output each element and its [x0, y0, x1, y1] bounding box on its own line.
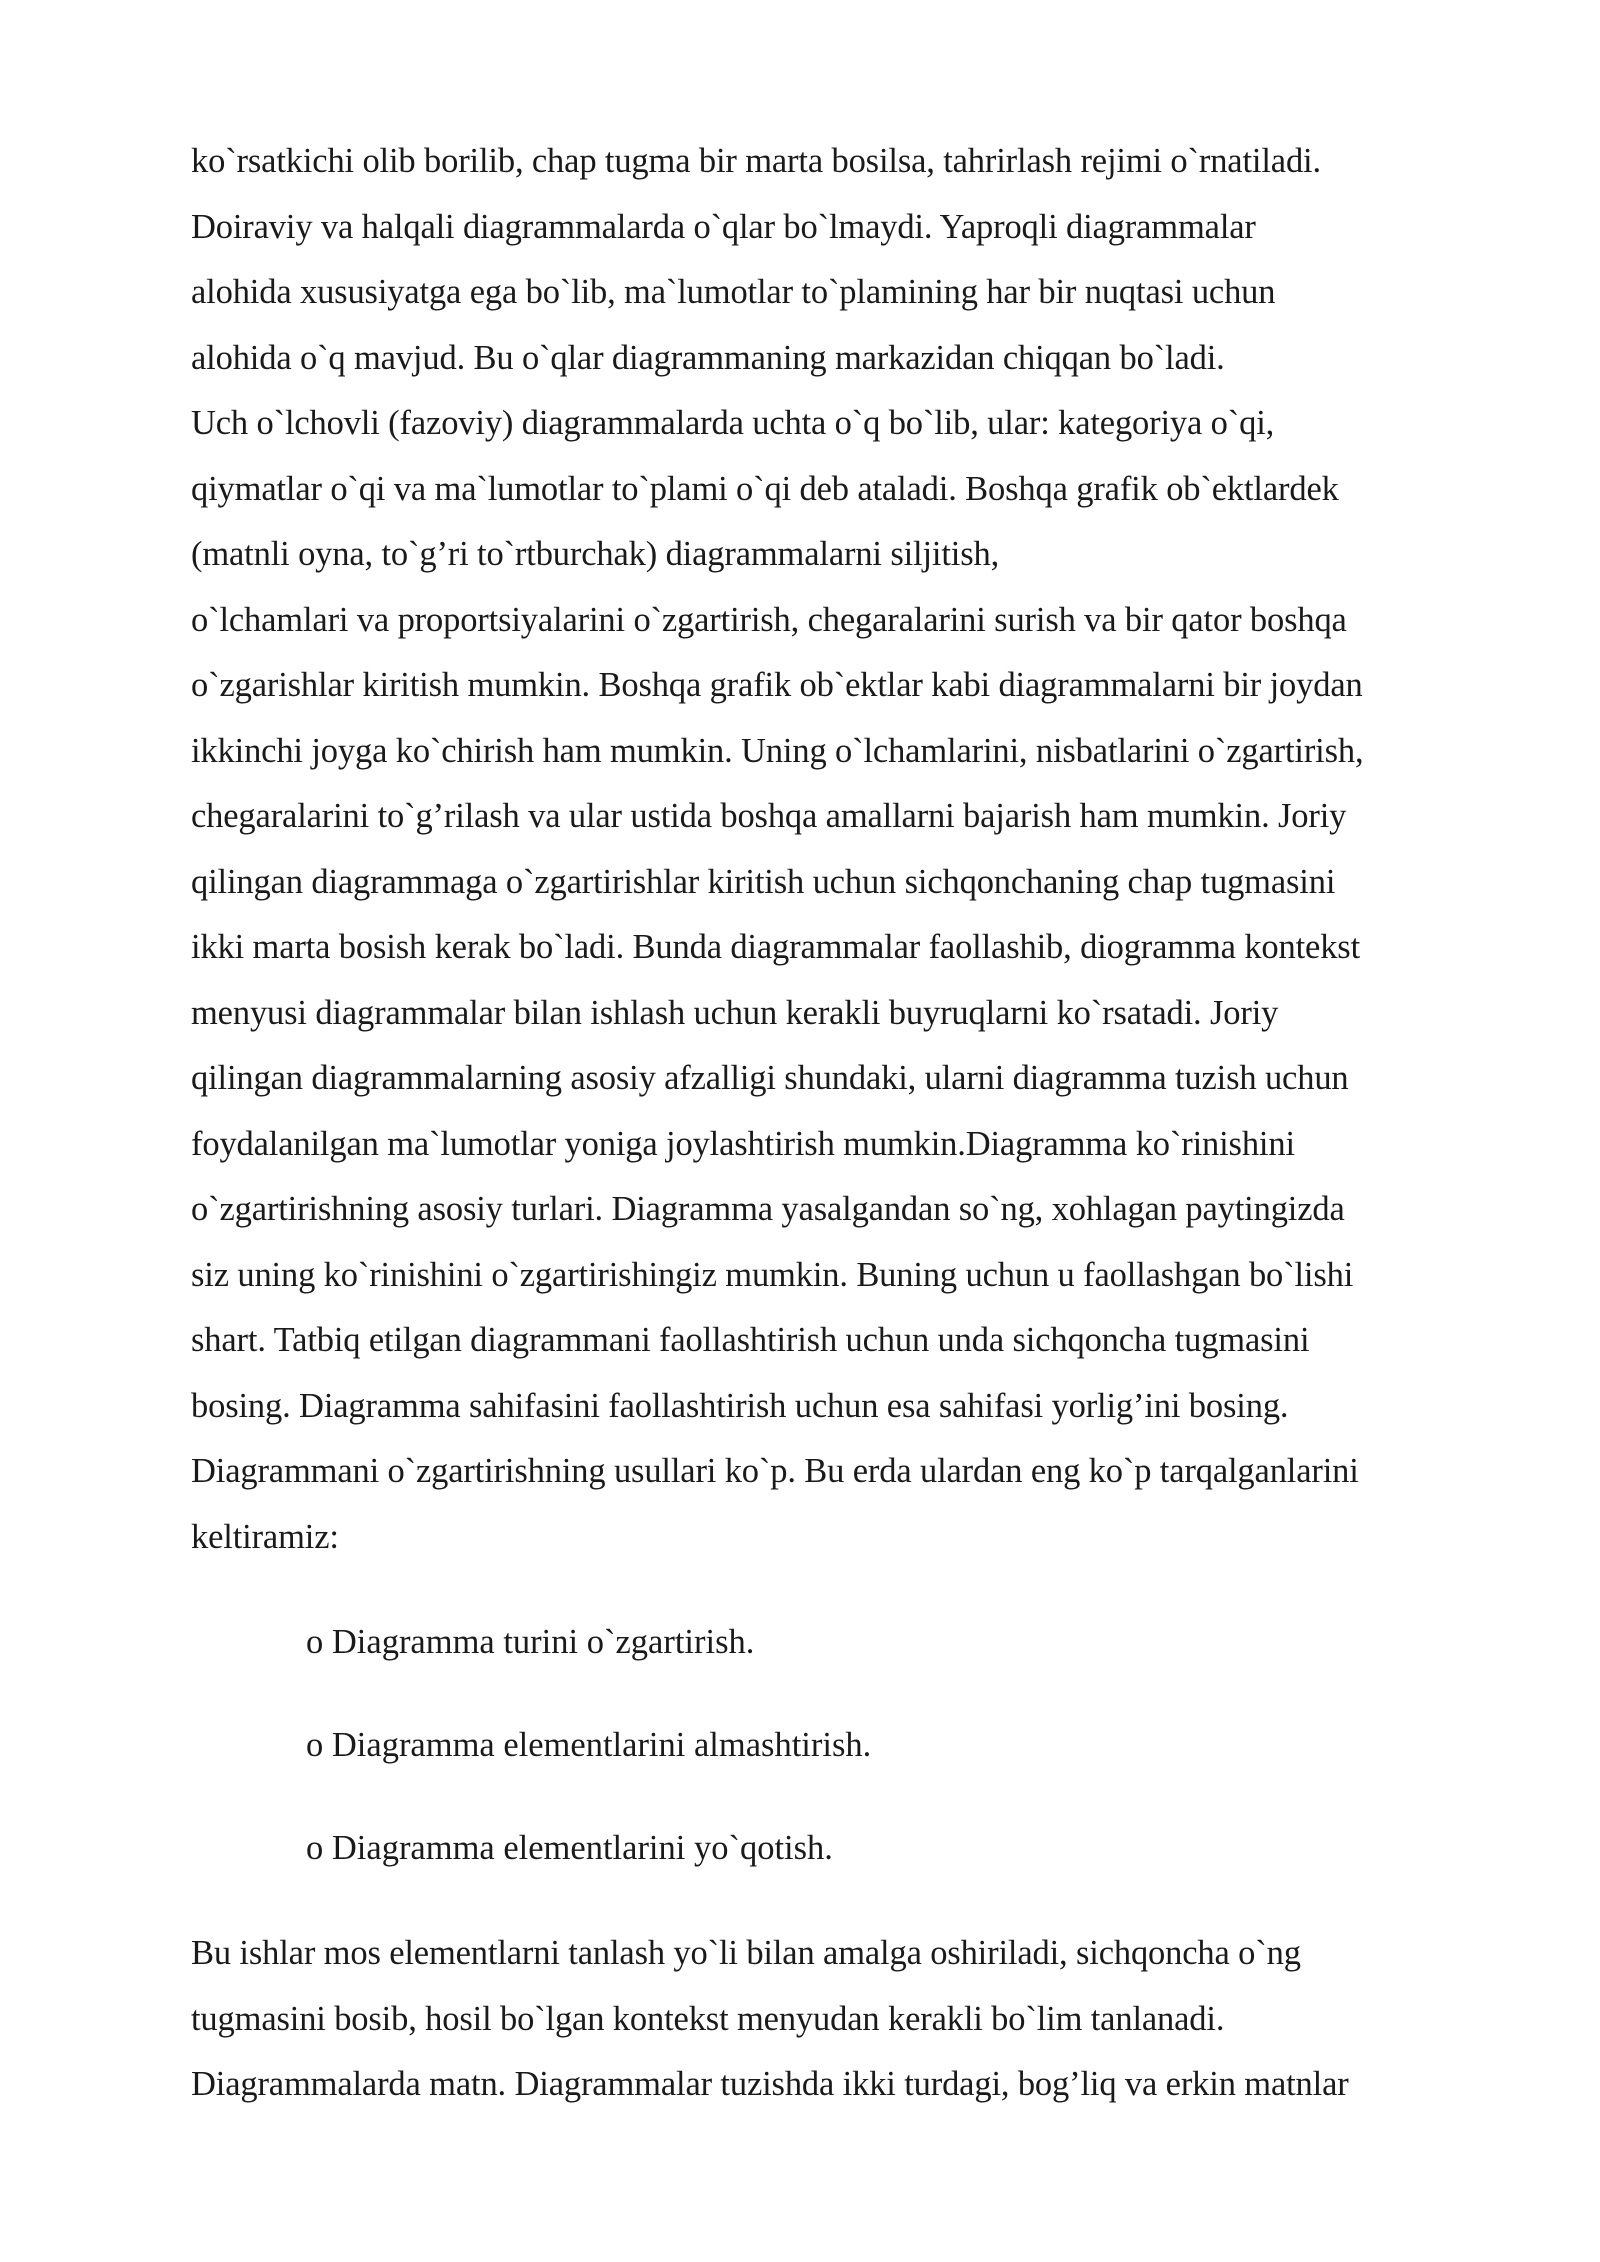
bullet-list: [191, 1610, 1511, 1881]
text-line: foydalanilgan ma`lumotlar yoniga joylashtirish mumkin.Diagramma ko`rinishini: [191, 1124, 1295, 1163]
text-line: tugmasini bosib, hosil bo`lgan kontekst menyudan kerakli bo`lim tanlanadi.: [191, 1999, 1225, 2038]
list-item: o Diagramma turini o`zgartirish.: [306, 1623, 755, 1661]
text-line: o`lchamlari va proportsiyalarini o`zgartirish, chegaralarini surish va bir qator boshqa: [191, 600, 1347, 639]
list-item: o Diagramma elementlarini yo`qotish.: [306, 1829, 833, 1867]
text-line: Doiraviy va halqali diagrammalarda o`qlar bo`lmaydi. Yaproqli diagrammalar: [191, 207, 1256, 246]
text-line: qiymatlar o`qi va ma`lumotlar to`plami o`qi deb ataladi. Boshqa grafik ob`ektlardek: [191, 469, 1339, 508]
text-line: Uch o`lchovli (fazoviy) diagrammalarda uchta o`q bo`lib, ular: kategoriya o`qi,: [191, 404, 1275, 442]
text-line: Diagrammani o`zgartirishning usullari ko`p. Bu erda ulardan eng ko`p tarqalganlarini: [191, 1452, 1359, 1490]
text-line: Diagrammalarda matn. Diagrammalar tuzishda ikki turdagi, bog’liq va erkin matnlar: [191, 2065, 1349, 2103]
paragraph-1: [191, 129, 1511, 1570]
text-line: o`zgartirishning asosiy turlari. Diagramma yasalgandan so`ng, xohlagan paytingizda: [191, 1190, 1345, 1228]
text-line: chegaralarini to`g’rilash va ular ustida boshqa amallarni bajarish ham mumkin. Joriy: [191, 797, 1347, 835]
text-line: qilingan diagrammaga o`zgartirishlar kiritish uchun sichqonchaning chap tugmasini: [191, 862, 1336, 901]
document-page: [191, 129, 1511, 2118]
text-line: qilingan diagrammalarning asosiy afzalligi shundaki, ularni diagramma tuzish uchun: [191, 1059, 1349, 1097]
text-line: ikki marta bosish kerak bo`ladi. Bunda diagrammalar faollashib, diogramma kontekst: [191, 928, 1361, 966]
text-line: bosing. Diagramma sahifasini faollashtirish uchun esa sahifasi yorlig’ini bosing.: [191, 1386, 1289, 1425]
text-line: o`zgarishlar kiritish mumkin. Boshqa grafik ob`ektlar kabi diagrammalarni bir joydan: [191, 666, 1363, 704]
text-line: ko`rsatkichi olib borilib, chap tugma bir marta bosilsa, tahrirlash rejimi o`rnatiladi.: [191, 142, 1321, 180]
text-line: shart. Tatbiq etilgan diagrammani faollashtirish uchun unda sichqoncha tugmasini: [191, 1321, 1310, 1359]
list-item: o Diagramma elementlarini almashtirish.: [306, 1726, 872, 1764]
text-line: menyusi diagrammalar bilan ishlash uchun kerakli buyruqlarni ko`rsatadi. Joriy: [191, 993, 1279, 1032]
text-line: alohida o`q mavjud. Bu o`qlar diagrammaning markazidan chiqqan bo`ladi.: [191, 338, 1225, 377]
text-line: siz uning ko`rinishini o`zgartirishingiz mumkin. Buning uchun u faollashgan bo`lishi: [191, 1255, 1354, 1294]
text-line: keltiramiz:: [191, 1517, 339, 1556]
text-line: alohida xususiyatga ega bo`lib, ma`lumotlar to`plamining har bir nuqtasi uchun: [191, 273, 1276, 311]
text-line: ikkinchi joyga ko`chirish ham mumkin. Uning o`lchamlarini, nisbatlarini o`zgartirish,: [191, 731, 1364, 770]
text-line: Bu ishlar mos elementlarni tanlash yo`li bilan amalga oshiriladi, sichqoncha o`ng: [191, 1934, 1301, 1972]
text-line: (matnli oyna, to`g’ri to`rtburchak) diagrammalarni siljitish,: [191, 535, 1000, 573]
paragraph-2: [191, 1921, 1511, 2118]
